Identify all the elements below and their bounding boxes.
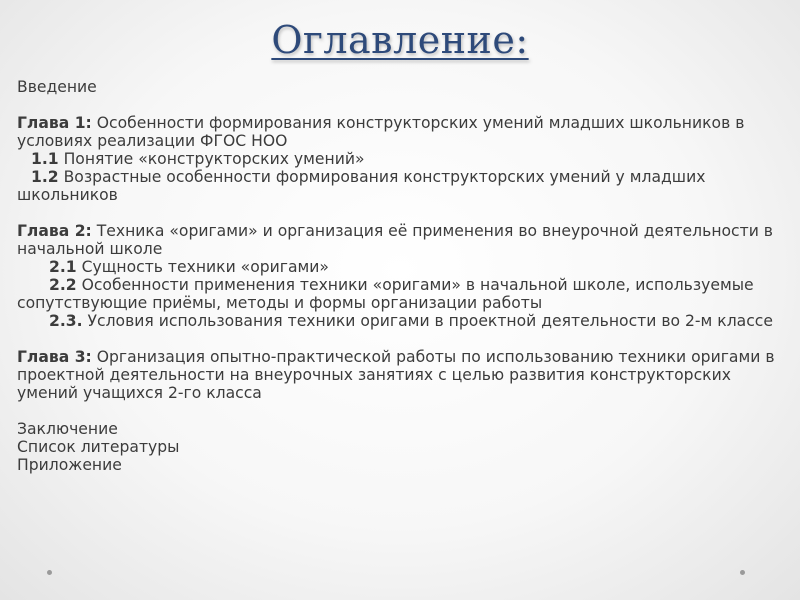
section-1-2-title: Возрастные особенности формирования конструкторских умений у младших школьников bbox=[17, 168, 706, 204]
toc-section-2-3 bbox=[17, 312, 787, 330]
chapter-3-label: Глава 3: bbox=[17, 348, 92, 366]
section-2-1-number: 2.1 bbox=[49, 258, 77, 276]
chapter-1-title: Особенности формирования конструкторских умений младших школьников в условиях реализации ФГОС НОО bbox=[17, 114, 745, 150]
toc-chapter-2 bbox=[17, 222, 787, 258]
table-of-contents bbox=[17, 78, 787, 474]
spacer bbox=[17, 204, 787, 222]
chapter-1-label: Глава 1: bbox=[17, 114, 92, 132]
section-1-2-number: 1.2 bbox=[31, 168, 59, 186]
section-2-1-title: Сущность техники «оригами» bbox=[76, 258, 329, 276]
toc-conclusion: Заключение bbox=[17, 420, 118, 438]
toc-chapter-3 bbox=[17, 348, 787, 402]
section-2-2-number: 2.2 bbox=[49, 276, 77, 294]
toc-references: Список литературы bbox=[17, 438, 180, 456]
page-title: Оглавление: bbox=[271, 18, 529, 62]
toc-appendix: Приложение bbox=[17, 456, 122, 474]
spacer bbox=[17, 330, 787, 348]
chapter-2-label: Глава 2: bbox=[17, 222, 92, 240]
spacer bbox=[17, 96, 787, 114]
toc-chapter-1 bbox=[17, 114, 787, 150]
section-2-3-number: 2.3. bbox=[49, 312, 83, 330]
spacer bbox=[17, 402, 787, 420]
decorative-dot-left bbox=[47, 570, 52, 575]
toc-section-2-2 bbox=[17, 276, 787, 312]
section-2-3-title: Условия использования техники оригами в проектной деятельности во 2-м классе bbox=[82, 312, 773, 330]
toc-intro: Введение bbox=[17, 78, 97, 96]
toc-section-1-1 bbox=[17, 150, 787, 168]
chapter-2-title: Техника «оригами» и организация её применения во внеурочной деятельности в начальной школе bbox=[17, 222, 773, 258]
section-2-2-title: Особенности применения техники «оригами» в начальной школе, используемые сопутствующие приёмы, методы и формы организации работы bbox=[17, 276, 754, 312]
toc-section-1-2 bbox=[17, 168, 787, 204]
section-1-1-number: 1.1 bbox=[31, 150, 59, 168]
toc-section-2-1 bbox=[17, 258, 787, 276]
chapter-3-title: Организация опытно-практической работы по использованию техники оригами в проектной деятельности на внеурочных занятиях с целью развития конструкторских умений учащихся 2-го класса bbox=[17, 348, 775, 402]
decorative-dot-right bbox=[740, 570, 745, 575]
section-1-1-title: Понятие «конструкторских умений» bbox=[58, 150, 365, 168]
